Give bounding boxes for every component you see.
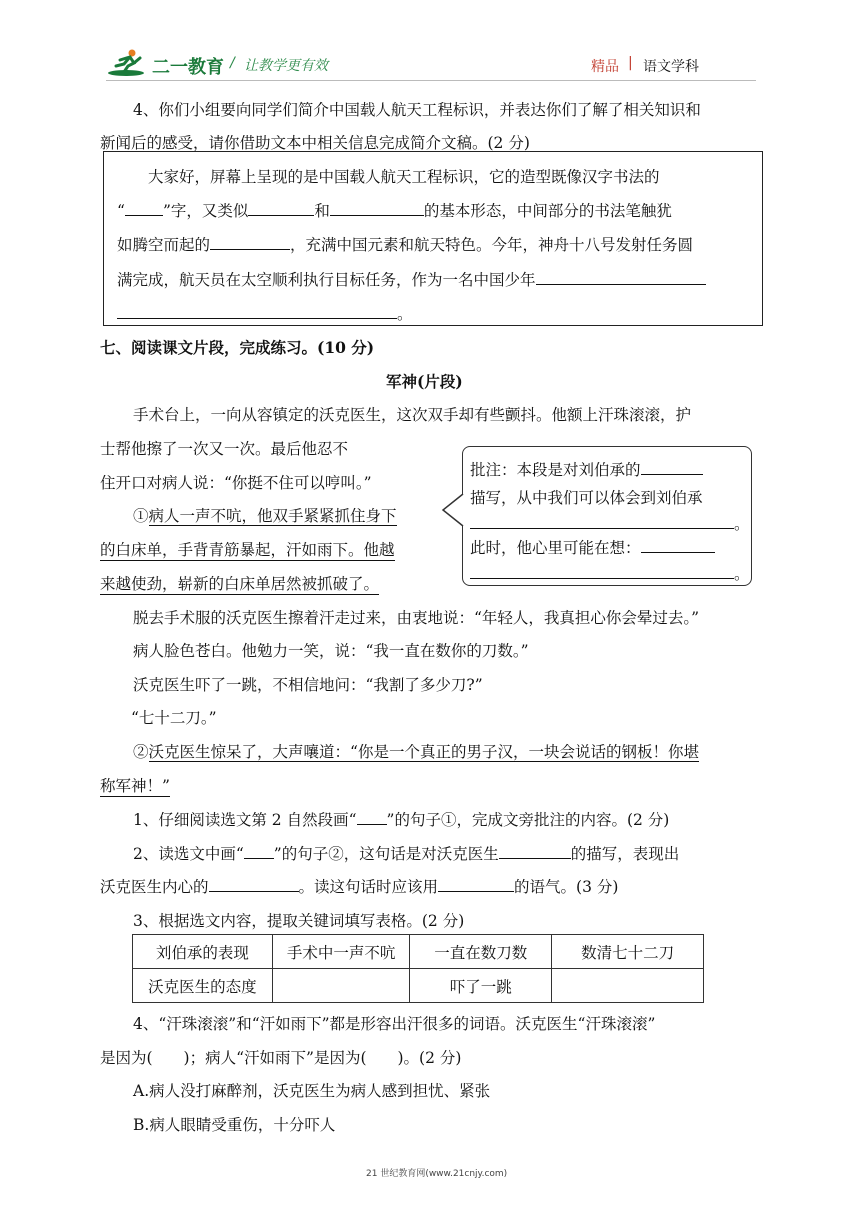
- intro-box-line2: “ ”字，又类似 和 的基本形态，中间部分的书法笔触犹: [117, 199, 672, 221]
- question-2-line1: 2、读选文中画“ ”的句子②，这句话是对沃克医生 的描写，表现出: [133, 842, 679, 864]
- callout-line5: 。: [470, 562, 750, 584]
- question-4-line2: 是因为( )；病人“汗如雨下”是因为( )。(2 分): [100, 1049, 462, 1067]
- table-cell: 一直在数刀数: [410, 935, 552, 969]
- table-cell: 吓了一跳: [410, 969, 552, 1003]
- header-subject: 语文学科: [643, 59, 699, 75]
- intro-box-line5: 。: [117, 302, 413, 324]
- q4-intro-line1: 4、你们小组要向同学们简介中国载人航天工程标识，并表达你们了解了相关知识和: [133, 101, 701, 119]
- passage-p2b: 的白床单，手背青筋暴起，汗如雨下。他越: [100, 538, 395, 561]
- callout-line4: 此时，他心里可能在想：: [470, 536, 715, 558]
- table-row: [133, 969, 704, 1003]
- header-quality: 精品: [591, 59, 619, 75]
- passage-p7b: 称军神！”: [100, 774, 170, 797]
- table-cell: 数清七十二刀: [552, 935, 704, 969]
- header-logo-icon: [106, 46, 150, 78]
- table-cell-blank[interactable]: [552, 969, 704, 1003]
- passage-p4: 病人脸色苍白。他勉力一笑，说：“我一直在数你的刀数。”: [133, 642, 529, 660]
- option-a: A.病人没打麻醉剂，沃克医生为病人感到担忧、紧张: [133, 1082, 491, 1100]
- callout-line3: 。: [470, 512, 750, 534]
- passage-p5: 沃克医生吓了一跳，不相信地问：“我割了多少刀?”: [133, 676, 483, 694]
- header-separator: /: [230, 55, 235, 71]
- question-2-line2: 沃克医生内心的 。读这句话时应该用 的语气。(3 分): [100, 875, 618, 897]
- option-b: B.病人眼睛受重伤，十分吓人: [133, 1116, 336, 1134]
- table-cell: 手术中一声不吭: [272, 935, 410, 969]
- callout-pointer-icon: [440, 490, 466, 530]
- passage-p2a: ①病人一声不吭，他双手紧紧抓住身下: [133, 507, 397, 525]
- callout-line1: 批注：本段是对刘伯承的: [470, 458, 703, 480]
- passage-p7a: ②沃克医生惊呆了，大声嚷道：“你是一个真正的男子汉，一块会说话的钢板！你堪: [133, 743, 699, 761]
- header-slogan: 让教学更有效: [244, 58, 328, 74]
- header-rule: [106, 80, 756, 81]
- intro-box-line3: 如腾空而起的 ，充满中国元素和航天特色。今年，神舟十八号发射任务圆: [117, 233, 693, 255]
- passage-p6: “七十二刀。”: [131, 709, 217, 727]
- footer-text: 21 世纪教育网(www.21cnjy.com): [366, 1169, 508, 1179]
- passage-p3: 脱去手术服的沃克医生擦着汗走过来，由衷地说：“年轻人，我真担心你会晕过去。”: [133, 609, 700, 627]
- passage-p1a: 手术台上，一向从容镇定的沃克医生，这次双手却有些颤抖。他额上汗珠滚滚，护: [133, 406, 692, 424]
- intro-box-line1: 大家好，屏幕上呈现的是中国载人航天工程标识，它的造型既像汉字书法的: [148, 168, 660, 186]
- passage-p2c: 来越使劲，崭新的白床单居然被抓破了。: [100, 572, 379, 595]
- passage-p1b: 士帮他擦了一次又一次。最后他忍不: [100, 440, 349, 458]
- passage-p1c: 住开口对病人说：“你挺不住可以哼叫。”: [100, 474, 372, 492]
- q4-intro-line2: 新闻后的感受，请你借助文本中相关信息完成简介文稿。(2 分): [100, 134, 530, 152]
- keyword-table: [132, 934, 704, 1003]
- question-4-line1: 4、“汗珠滚滚”和“汗如雨下”都是形容出汗很多的词语。沃克医生“汗珠滚滚”: [133, 1015, 656, 1033]
- table-cell: 沃克医生的态度: [133, 969, 273, 1003]
- section7-heading: 七、阅读课文片段，完成练习。(10 分): [100, 338, 375, 357]
- question-3: 3、根据选文内容，提取关键词填写表格。(2 分): [133, 912, 465, 930]
- intro-box-line4: 满完成，航天员在太空顺利执行目标任务，作为一名中国少年: [117, 268, 706, 290]
- header-bar: |: [628, 55, 633, 71]
- question-1: 1、仔细阅读选文第 2 自然段画“ ”的句子①，完成文旁批注的内容。(2 分): [133, 808, 669, 830]
- table-cell: 刘伯承的表现: [133, 935, 273, 969]
- table-row: [133, 935, 704, 969]
- callout-line2: 描写，从中我们可以体会到刘伯承: [470, 489, 703, 507]
- passage-title: 军神(片段): [386, 372, 463, 391]
- table-cell-blank[interactable]: [272, 969, 410, 1003]
- header-brand: 二一教育: [152, 57, 224, 78]
